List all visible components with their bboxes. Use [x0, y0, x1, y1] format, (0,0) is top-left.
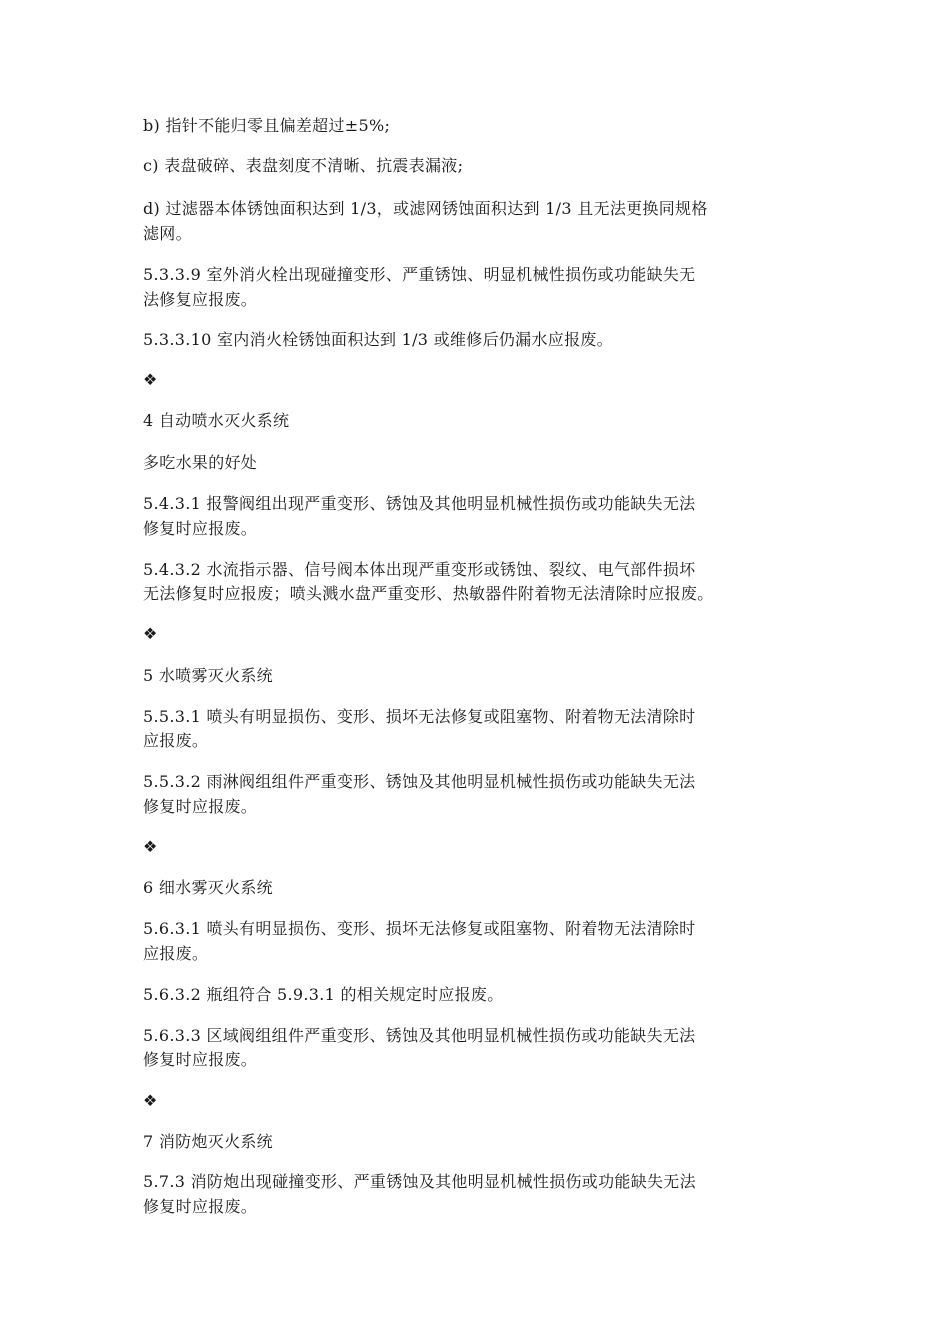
clause-5-4-3-2-cont: 无法修复时应报废；喷头溅水盘严重变形、热敏器件附着物无法清除时应报废。 [143, 584, 714, 603]
clause-5-7-3: 5.7.3 消防炮出现碰撞变形、严重锈蚀及其他明显机械性损伤或功能缺失无法 [143, 1172, 696, 1191]
bullet-icon: ❖ [143, 370, 158, 389]
clause-5-4-3-1: 5.4.3.1 报警阀组出现严重变形、锈蚀及其他明显机械性损伤或功能缺失无法 [143, 494, 696, 513]
clause-5-6-3-1: 5.6.3.1 喷头有明显损伤、变形、损坏无法修复或阻塞物、附着物无法清除时 [143, 919, 696, 938]
bullet-icon: ❖ [143, 1091, 158, 1110]
clause-5-7-3-cont: 修复时应报废。 [143, 1197, 258, 1216]
bullet-icon: ❖ [143, 837, 158, 856]
item-c-text: c) 表盘破碎、表盘刻度不清晰、抗震表漏液; [143, 156, 464, 175]
inserted-text: 多吃水果的好处 [143, 453, 258, 472]
clause-5-5-3-2-cont: 修复时应报废。 [143, 797, 258, 816]
clause-5-6-3-1-cont: 应报废。 [143, 944, 209, 963]
section-heading-7: 7 消防炮灭火系统 [143, 1132, 273, 1151]
section-heading-5: 5 水喷雾灭火系统 [143, 666, 273, 685]
section-heading-4: 4 自动喷水灭火系统 [143, 411, 290, 430]
item-d-text: d) 过滤器本体锈蚀面积达到 1/3，或滤网锈蚀面积达到 1/3 且无法更换同规格 [143, 199, 708, 218]
clause-5-3-3-9: 5.3.3.9 室外消火栓出现碰撞变形、严重锈蚀、明显机械性损伤或功能缺失无 [143, 265, 696, 284]
clause-5-5-3-2: 5.5.3.2 雨淋阀组组件严重变形、锈蚀及其他明显机械性损伤或功能缺失无法 [143, 772, 696, 791]
item-b-text: b) 指针不能归零且偏差超过±5%; [143, 116, 391, 135]
clause-5-3-3-9-cont: 法修复应报废。 [143, 290, 258, 309]
clause-5-6-3-2: 5.6.3.2 瓶组符合 5.9.3.1 的相关规定时应报废。 [143, 985, 504, 1004]
clause-5-4-3-2: 5.4.3.2 水流指示器、信号阀本体出现严重变形或锈蚀、裂纹、电气部件损坏 [143, 560, 696, 579]
clause-5-5-3-1-cont: 应报废。 [143, 731, 209, 750]
clause-5-4-3-1-cont: 修复时应报废。 [143, 519, 258, 538]
clause-5-5-3-1: 5.5.3.1 喷头有明显损伤、变形、损坏无法修复或阻塞物、附着物无法清除时 [143, 707, 696, 726]
clause-5-6-3-3: 5.6.3.3 区域阀组组件严重变形、锈蚀及其他明显机械性损伤或功能缺失无法 [143, 1026, 696, 1045]
bullet-icon: ❖ [143, 624, 158, 643]
section-heading-6: 6 细水雾灭火系统 [143, 878, 273, 897]
clause-5-6-3-3-cont: 修复时应报废。 [143, 1050, 258, 1069]
clause-5-3-3-10: 5.3.3.10 室内消火栓锈蚀面积达到 1/3 或维修后仍漏水应报废。 [143, 330, 613, 349]
item-d-text-cont: 滤网。 [143, 224, 192, 243]
